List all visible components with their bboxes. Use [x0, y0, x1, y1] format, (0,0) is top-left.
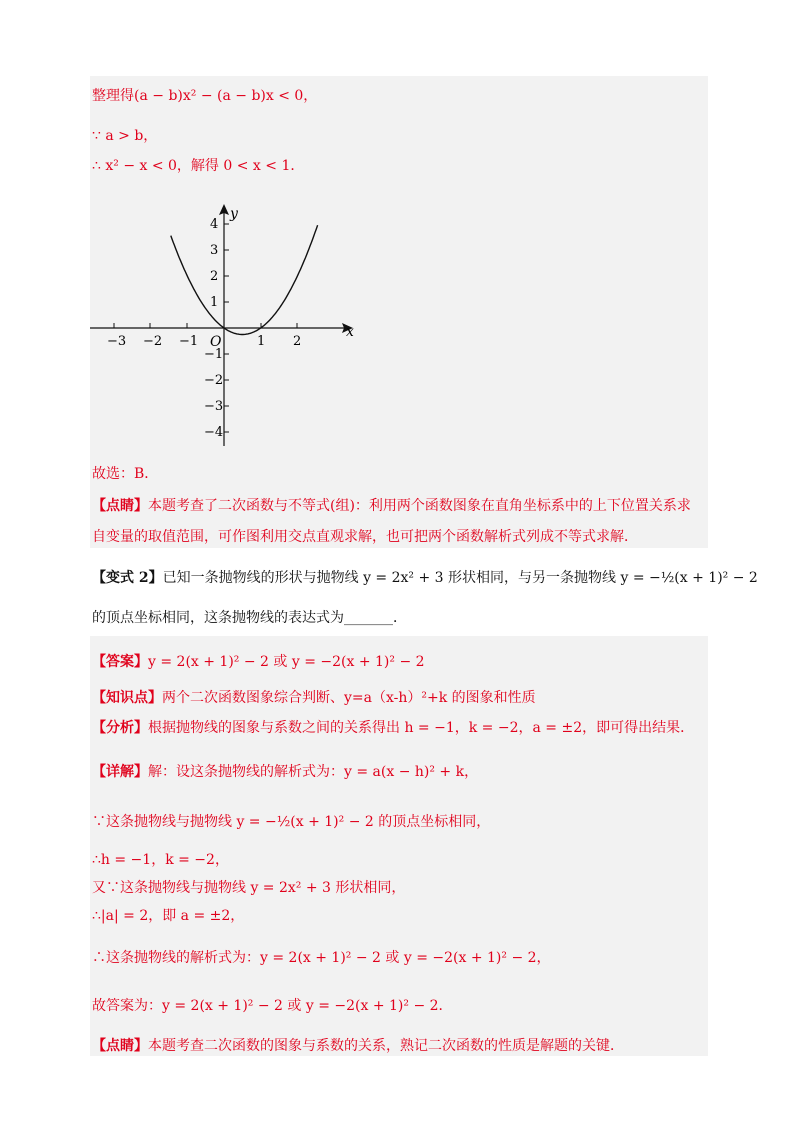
- detail-step-1: ∵这条抛物线与抛物线 y = −½(x + 1)² − 2 的顶点坐标相同，: [92, 814, 491, 830]
- x-tick-label: 2: [293, 334, 302, 349]
- x-tick-label: −3: [107, 334, 127, 349]
- analysis-text: 根据抛物线的图象与系数之间的关系得出 h = −1，k = −2，a = ±2，即可得出结果．: [148, 720, 695, 736]
- answer-row: [92, 652, 425, 672]
- answer-line: 故选：B．: [92, 466, 159, 482]
- comment-label-2: 【点睛】: [92, 1038, 148, 1054]
- x-axis-label: x: [346, 324, 354, 340]
- answer-text: y = 2(x + 1)² − 2 或 y = −2(x + 1)² − 2: [148, 654, 425, 670]
- comment-text-2: 本题考查二次函数的图象与系数的关系，熟记二次函数的性质是解题的关键．: [148, 1038, 624, 1054]
- origin-label: O: [210, 334, 222, 350]
- detail-row: [92, 762, 478, 782]
- detail-step-2: ∴h = −1，k = −2，: [92, 852, 229, 868]
- y-tick-label: 4: [210, 217, 219, 232]
- y-tick-label: 2: [210, 269, 219, 284]
- problem-label: 【变式 2】: [92, 570, 163, 586]
- analysis-row: [92, 718, 694, 738]
- knowledge-row: [92, 688, 536, 708]
- y-tick-label: 3: [210, 243, 219, 258]
- parabola-curve: [171, 225, 318, 334]
- detail-label: 【详解】: [92, 764, 148, 780]
- solution-line-1: 整理得(a − b)x² − (a − b)x < 0，: [92, 88, 318, 104]
- x-tick-label: −2: [143, 334, 163, 349]
- comment-line-2: 自变量的取值范围，可作图利用交点直观求解，也可把两个函数解析式列成不等式求解．: [92, 529, 638, 545]
- analysis-label: 【分析】: [92, 720, 148, 736]
- y-tick-label: −2: [204, 373, 224, 388]
- detail-step-4: ∴|a| = 2，即 a = ±2，: [92, 908, 245, 924]
- y-tick-label: −3: [204, 399, 224, 414]
- knowledge-label: 【知识点】: [92, 690, 162, 706]
- detail-step-3: 又∵这条抛物线与抛物线 y = 2x² + 3 形状相同，: [92, 880, 406, 896]
- problem-text: 已知一条抛物线的形状与抛物线 y = 2x² + 3 形状相同，与另一条抛物线 y = −½(x + 1)² − 2: [162, 570, 758, 586]
- y-axis-label: y: [230, 206, 238, 222]
- problem-line-1: [92, 568, 758, 588]
- answer-label: 【答案】: [92, 654, 148, 670]
- y-tick-label: 1: [210, 295, 219, 310]
- solution-line-2: ∵ a > b，: [92, 128, 158, 144]
- x-tick-label: 1: [257, 334, 266, 349]
- detail-text: 解：设这条抛物线的解析式为：y = a(x − h)² + k，: [148, 764, 479, 780]
- detail-step-5: ∴这条抛物线的解析式为：y = 2(x + 1)² − 2 或 y = −2(x + 1)² − 2，: [92, 950, 551, 966]
- y-tick-label: −4: [204, 425, 224, 440]
- comment-label: 【点睛】: [92, 498, 148, 514]
- solution-line-3: ∴ x² − x < 0，解得 0 < x < 1．: [92, 158, 305, 174]
- knowledge-text: 两个二次函数图象综合判断、y=a（x-h）²+k 的图象和性质: [162, 690, 536, 706]
- final-answer: 故答案为：y = 2(x + 1)² − 2 或 y = −2(x + 1)² − 2．: [92, 998, 453, 1014]
- parabola-graph: [88, 190, 368, 455]
- comment-text: 本题考查了二次函数与不等式(组)：利用两个函数图象在直角坐标系中的上下位置关系求: [148, 498, 691, 514]
- comment-row-2: [92, 1036, 624, 1056]
- y-tick-label: −1: [204, 347, 224, 362]
- x-tick-label: −1: [179, 334, 199, 349]
- comment-line-1: [92, 496, 691, 516]
- problem-line-2: 的顶点坐标相同，这条抛物线的表达式为_______．: [92, 610, 407, 626]
